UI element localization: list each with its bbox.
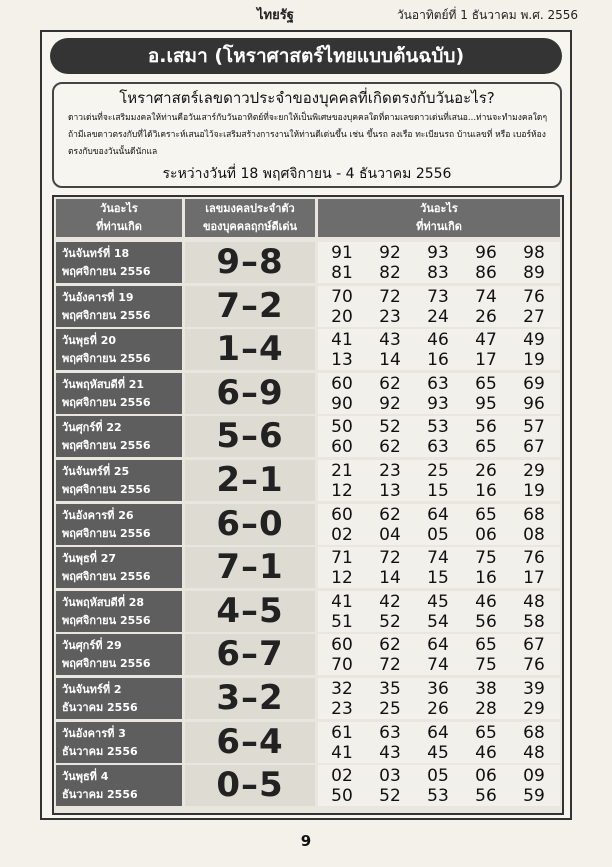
day-label: วันพุธที่ 20 (62, 334, 117, 348)
number-value: 20 (331, 306, 353, 327)
number-value: 26 (427, 699, 449, 719)
number-value: 72 (379, 548, 401, 569)
birth-day-cell (56, 286, 182, 327)
lucky-number-cell: 4–5 (185, 591, 315, 632)
number-value: 53 (427, 786, 449, 807)
numbers-cell (318, 504, 560, 545)
number-value: 13 (379, 481, 401, 501)
table-row (54, 459, 562, 502)
table-row (54, 590, 562, 633)
number-value: 72 (379, 286, 401, 307)
birth-day-cell (56, 329, 182, 370)
number-value: 76 (523, 655, 545, 676)
table-row (54, 503, 562, 546)
number-value: 05 (427, 766, 449, 787)
number-value: 65 (475, 722, 497, 743)
number-value: 81 (331, 263, 353, 283)
number-value: 56 (475, 611, 497, 632)
page-number: 9 (300, 832, 312, 850)
month-label: พฤศจิกายน 2556 (62, 613, 151, 627)
number-value: 73 (427, 286, 449, 307)
number-value: 16 (475, 481, 497, 501)
intro-box (52, 82, 562, 188)
lucky-number-cell: 6–7 (185, 634, 315, 675)
numbers-cell (318, 722, 560, 763)
number-value: 19 (523, 481, 545, 501)
number-value: 98 (523, 243, 545, 263)
number-value: 41 (331, 330, 353, 351)
number-value: 75 (475, 655, 497, 676)
lucky-number-cell: 9–8 (185, 242, 315, 283)
number-line (318, 525, 560, 545)
number-value: 63 (427, 373, 449, 394)
number-value: 23 (331, 699, 353, 719)
lucky-number-table (52, 195, 564, 815)
number-line (318, 505, 560, 525)
intro-subtitle: โหราศาสตร์เลขดาวประจำของบุคคลที่เกิดตรงกับวันอะไร? (119, 89, 495, 107)
number-value: 15 (427, 568, 449, 589)
number-value: 29 (523, 699, 545, 719)
number-value: 46 (427, 330, 449, 351)
numbers-cell (318, 242, 560, 283)
number-value: 27 (523, 306, 545, 327)
day-label: วันพุธที่ 4 (62, 770, 109, 784)
day-label: วันศุกร์ที่ 29 (62, 639, 122, 653)
number-value: 39 (523, 679, 545, 699)
birth-day-cell (56, 678, 182, 719)
number-value: 59 (523, 786, 545, 807)
number-value: 93 (427, 393, 449, 414)
number-value: 09 (523, 766, 545, 787)
lucky-number-cell: 2–1 (185, 460, 315, 501)
birth-day-cell (56, 722, 182, 763)
number-line (318, 394, 560, 414)
newspaper-logo: ไทยรัฐ (257, 8, 294, 23)
number-value: 51 (331, 611, 353, 632)
table-row (54, 764, 562, 807)
number-value: 24 (427, 306, 449, 327)
number-value: 62 (379, 373, 401, 394)
number-value: 67 (523, 437, 545, 458)
birth-day-cell (56, 765, 182, 806)
birth-day-cell (56, 373, 182, 414)
lucky-number-cell: 7–2 (185, 286, 315, 327)
day-label: วันศุกร์ที่ 22 (62, 421, 122, 435)
number-value: 50 (331, 786, 353, 807)
number-line (318, 548, 560, 568)
number-value: 50 (331, 417, 353, 438)
birth-day-cell (56, 591, 182, 632)
table-row (54, 241, 562, 284)
month-label: ธันวาคม 2556 (62, 788, 138, 802)
number-value: 62 (379, 635, 401, 656)
column-title: อ.เสมา (โหราศาสตร์ไทยแบบต้นฉบับ) (50, 38, 562, 74)
number-value: 25 (427, 461, 449, 481)
month-label: ธันวาคม 2556 (62, 744, 138, 758)
number-value: 68 (523, 722, 545, 743)
number-value: 74 (427, 548, 449, 569)
number-line (318, 287, 560, 307)
table-row (54, 415, 562, 458)
header-lucky-number: เลขมงคลประจำตัว ของบุคคลฤกษ์ดีเด่น (185, 199, 315, 237)
number-value: 64 (427, 504, 449, 525)
number-value: 02 (331, 766, 353, 787)
lucky-number-cell: 6–4 (185, 722, 315, 763)
lucky-number-cell: 6–9 (185, 373, 315, 414)
number-value: 06 (475, 766, 497, 787)
month-label: พฤศจิกายน 2556 (62, 483, 151, 496)
number-value: 14 (379, 568, 401, 589)
number-value: 90 (331, 393, 353, 414)
table-row (54, 677, 562, 720)
number-value: 96 (523, 393, 545, 414)
number-value: 47 (475, 330, 497, 351)
number-value: 14 (379, 350, 401, 371)
number-line (318, 723, 560, 743)
number-value: 86 (475, 263, 497, 283)
number-value: 15 (427, 481, 449, 501)
number-line (318, 679, 560, 699)
number-line (318, 766, 560, 786)
issue-date: วันอาทิตย์ที่ 1 ธันวาคม พ.ศ. 2556 (396, 8, 578, 22)
number-value: 63 (379, 722, 401, 743)
number-value: 61 (331, 722, 353, 743)
number-value: 65 (475, 437, 497, 458)
number-value: 36 (427, 679, 449, 699)
number-value: 60 (331, 635, 353, 656)
number-value: 52 (379, 786, 401, 807)
number-value: 45 (427, 591, 449, 612)
number-value: 65 (475, 373, 497, 394)
number-value: 41 (331, 591, 353, 612)
numbers-cell (318, 765, 560, 806)
number-value: 56 (475, 786, 497, 807)
day-label: วันอังคารที่ 3 (62, 726, 126, 740)
number-value: 72 (379, 655, 401, 676)
number-value: 17 (475, 350, 497, 371)
number-value: 92 (379, 393, 401, 414)
birth-day-cell (56, 634, 182, 675)
numbers-cell (318, 329, 560, 370)
header-numbers: วันอะไร ที่ท่านเกิด (318, 199, 560, 237)
day-label: วันจันทร์ที่ 2 (62, 683, 122, 696)
number-value: 49 (523, 330, 545, 351)
number-value: 06 (475, 524, 497, 545)
day-label: วันอังคารที่ 26 (62, 508, 134, 522)
number-value: 91 (331, 243, 353, 263)
table-row (54, 546, 562, 589)
number-value: 76 (523, 286, 545, 307)
month-label: พฤศจิกายน 2556 (62, 352, 151, 366)
number-value: 93 (427, 243, 449, 263)
month-label: พฤศจิกายน 2556 (62, 439, 151, 453)
number-value: 48 (523, 591, 545, 612)
table-header (54, 197, 562, 239)
number-line (318, 612, 560, 632)
page-header (0, 0, 612, 26)
number-value: 70 (331, 655, 353, 676)
numbers-cell (318, 591, 560, 632)
number-value: 56 (475, 417, 497, 438)
number-value: 05 (427, 524, 449, 545)
day-label: วันจันทร์ที่ 25 (62, 465, 130, 478)
month-label: พฤศจิกายน 2556 (62, 657, 151, 671)
table-row (54, 721, 562, 764)
day-label: วันพฤหัสบดีที่ 28 (62, 595, 145, 609)
number-value: 19 (523, 350, 545, 371)
number-value: 67 (523, 635, 545, 656)
number-line (318, 743, 560, 763)
number-value: 96 (475, 243, 497, 263)
lucky-number-cell: 5–6 (185, 416, 315, 457)
number-line (318, 307, 560, 327)
number-value: 68 (523, 504, 545, 525)
number-value: 48 (523, 742, 545, 763)
numbers-cell (318, 634, 560, 675)
numbers-cell (318, 678, 560, 719)
number-line (318, 417, 560, 437)
number-value: 29 (523, 461, 545, 481)
month-label: พฤศจิกายน 2556 (62, 265, 151, 278)
number-value: 74 (475, 286, 497, 307)
number-line (318, 699, 560, 719)
number-value: 43 (379, 742, 401, 763)
month-label: พฤศจิกายน 2556 (62, 526, 151, 540)
number-value: 53 (427, 417, 449, 438)
number-value: 17 (523, 568, 545, 589)
number-line (318, 635, 560, 655)
number-line (318, 263, 560, 283)
lucky-number-cell: 1–4 (185, 329, 315, 370)
birth-day-cell (56, 504, 182, 545)
number-value: 26 (475, 306, 497, 327)
number-value: 76 (523, 548, 545, 569)
number-line (318, 437, 560, 457)
number-value: 69 (523, 373, 545, 394)
number-value: 16 (475, 568, 497, 589)
number-value: 65 (475, 504, 497, 525)
table-row (54, 372, 562, 415)
numbers-cell (318, 416, 560, 457)
number-value: 89 (523, 263, 545, 283)
number-value: 60 (331, 373, 353, 394)
number-value: 95 (475, 393, 497, 414)
number-value: 64 (427, 722, 449, 743)
number-value: 82 (379, 263, 401, 283)
number-value: 65 (475, 635, 497, 656)
number-line (318, 330, 560, 350)
number-line (318, 461, 560, 481)
number-value: 75 (475, 548, 497, 569)
birth-day-cell (56, 416, 182, 457)
number-value: 45 (427, 742, 449, 763)
number-value: 13 (331, 350, 353, 371)
lucky-number-cell: 0–5 (185, 765, 315, 806)
table-row (54, 285, 562, 328)
number-value: 38 (475, 679, 497, 699)
number-value: 04 (379, 524, 401, 545)
lucky-number-cell: 6–0 (185, 504, 315, 545)
number-line (318, 374, 560, 394)
number-value: 60 (331, 437, 353, 458)
date-range: ระหว่างวันที่ 18 พฤศจิกายน - 4 ธันวาคม 2556 (162, 166, 452, 182)
day-label: วันพุธที่ 27 (62, 552, 117, 566)
number-value: 12 (331, 568, 353, 589)
month-label: พฤศจิกายน 2556 (62, 395, 151, 409)
number-value: 46 (475, 591, 497, 612)
number-value: 52 (379, 611, 401, 632)
number-value: 21 (331, 461, 353, 481)
lucky-number-cell: 3–2 (185, 678, 315, 719)
number-value: 12 (331, 481, 353, 501)
number-value: 64 (427, 635, 449, 656)
month-label: ธันวาคม 2556 (62, 701, 138, 714)
number-value: 74 (427, 655, 449, 676)
birth-day-cell (56, 547, 182, 588)
number-value: 70 (331, 286, 353, 307)
month-label: พฤศจิกายน 2556 (62, 570, 151, 584)
table-row (54, 328, 562, 371)
number-value: 08 (523, 524, 545, 545)
number-line (318, 655, 560, 675)
number-value: 62 (379, 504, 401, 525)
number-value: 23 (379, 306, 401, 327)
number-value: 16 (427, 350, 449, 371)
number-value: 26 (475, 461, 497, 481)
number-line (318, 350, 560, 370)
number-value: 42 (379, 591, 401, 612)
number-value: 57 (523, 417, 545, 438)
number-line (318, 786, 560, 806)
number-line (318, 481, 560, 501)
numbers-cell (318, 460, 560, 501)
number-value: 43 (379, 330, 401, 351)
numbers-cell (318, 286, 560, 327)
number-value: 46 (475, 742, 497, 763)
month-label: พฤศจิกายน 2556 (62, 308, 151, 322)
number-line (318, 568, 560, 588)
day-label: วันจันทร์ที่ 18 (62, 247, 130, 260)
number-line (318, 592, 560, 612)
numbers-cell (318, 373, 560, 414)
number-value: 71 (331, 548, 353, 569)
day-label: วันพฤหัสบดีที่ 21 (62, 377, 145, 391)
number-value: 02 (331, 524, 353, 545)
numbers-cell (318, 547, 560, 588)
intro-body: ดาวเด่นที่จะเสริมมงคลให้ท่านคือวันเสาร์กับวันอาทิตย์ที่จะยกให้เป็นพิเศษของบุคคลใดที่ตามเลขดาวเด่นที่เสนอ...ท่านจะทำมงคลใดๆ ถ้ามีเลขดาวตรงกับที่ได้วิเคราะห์เสนอไว้จะเสริมสร้างการงานให้ท่านดีเด่นขึ้น เช่น ขึ้นรถ ลงเรือ ทะเบียนรถ บ้านเลขที่ หรือ เบอร์ห้องตรงกับของวันนั้นดีนักแล (68, 113, 548, 157)
number-value: 58 (523, 611, 545, 632)
number-value: 62 (379, 437, 401, 458)
table-row (54, 633, 562, 676)
number-value: 28 (475, 699, 497, 719)
lucky-number-cell: 7–1 (185, 547, 315, 588)
number-value: 60 (331, 504, 353, 525)
number-value: 63 (427, 437, 449, 458)
number-value: 54 (427, 611, 449, 632)
number-value: 32 (331, 679, 353, 699)
number-value: 52 (379, 417, 401, 438)
day-label: วันอังคารที่ 19 (62, 290, 134, 304)
number-value: 83 (427, 263, 449, 283)
number-value: 92 (379, 243, 401, 263)
number-value: 25 (379, 699, 401, 719)
number-value: 35 (379, 679, 401, 699)
number-value: 41 (331, 742, 353, 763)
number-line (318, 243, 560, 263)
birth-day-cell (56, 460, 182, 501)
number-value: 03 (379, 766, 401, 787)
birth-day-cell (56, 242, 182, 283)
header-birth-day: วันอะไร ที่ท่านเกิด (56, 199, 182, 237)
number-value: 23 (379, 461, 401, 481)
